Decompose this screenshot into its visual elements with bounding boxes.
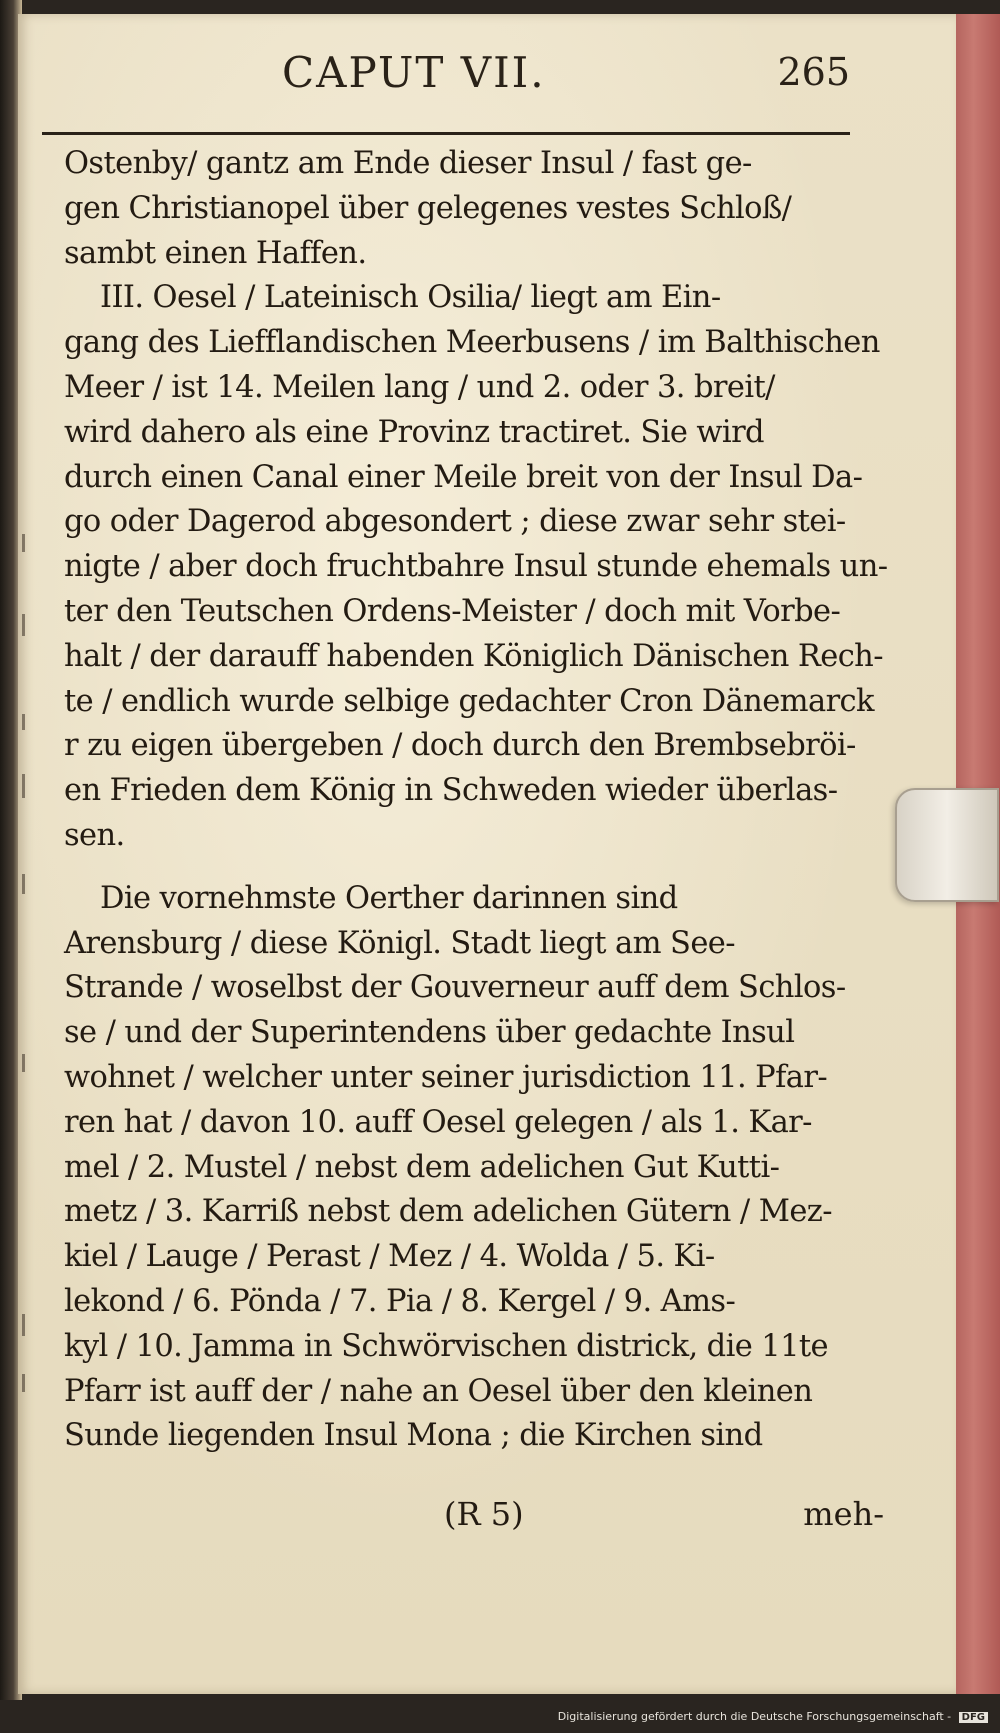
text-line: ter den Teutschen Ordens-Meister / doch mit Vorbe- bbox=[64, 593, 841, 629]
text-line: Strande / woselbst der Gouverneur auff dem Schlos- bbox=[64, 970, 846, 1006]
text-line: go oder Dagerod abgesondert ; diese zwar sehr stei- bbox=[64, 504, 846, 540]
text-line: Arensburg / diese Königl. Stadt liegt am See- bbox=[64, 925, 735, 961]
text-line: durch einen Canal einer Meile breit von der Insul Da- bbox=[64, 459, 863, 495]
dfg-logo: DFG bbox=[959, 1712, 988, 1723]
running-head: CAPUT VII. bbox=[282, 48, 546, 97]
text-line: kiel / Lauge / Perast / Mez / 4. Wolda / 5. Ki- bbox=[64, 1239, 715, 1275]
text-line: Meer / ist 14. Meilen lang / und 2. oder 3. breit/ bbox=[64, 369, 775, 405]
text-line: wird dahero als eine Provinz tractiret. Sie wird bbox=[64, 414, 764, 450]
text-line: kyl / 10. Jamma in Schwörvischen districk, die 11te bbox=[64, 1328, 828, 1364]
text-line: te / endlich wurde selbige gedachter Cron Dänemarck bbox=[64, 683, 874, 719]
credit-text: Digitalisierung gefördert durch die Deutsche Forschungsgemeinschaft - bbox=[557, 1710, 952, 1723]
text-line: wohnet / welcher unter seiner jurisdiction 11. Pfar- bbox=[64, 1059, 828, 1095]
catchword: meh- bbox=[803, 1495, 884, 1533]
page-clip bbox=[895, 788, 999, 902]
text-line: Sunde liegenden Insul Mona ; die Kirchen sind bbox=[64, 1418, 763, 1454]
text-line: sen. bbox=[64, 817, 125, 853]
text-line: metz / 3. Karriß nebst dem adelichen Gütern / Mez- bbox=[64, 1194, 832, 1230]
text-line: halt / der darauff habenden Königlich Dänischen Rech- bbox=[64, 638, 883, 674]
text-line: Die vornehmste Oerther darinnen sind bbox=[100, 880, 678, 916]
page-header bbox=[42, 48, 850, 108]
text-line: mel / 2. Mustel / nebst dem adelichen Gut Kutti- bbox=[64, 1149, 780, 1185]
text-line: r zu eigen übergeben / doch durch den Brembsebröi- bbox=[64, 728, 856, 764]
text-line: se / und der Superintendens über gedachte Insul bbox=[64, 1015, 795, 1051]
text-line: en Frieden dem König in Schweden wieder überlas- bbox=[64, 773, 838, 809]
text-line: sambt einen Haffen. bbox=[64, 235, 367, 271]
text-line: gang des Liefflandischen Meerbusens / im Balthischen bbox=[64, 325, 880, 361]
text-line: ren hat / davon 10. auff Oesel gelegen / als 1. Kar- bbox=[64, 1104, 812, 1140]
facing-page-margin bbox=[18, 14, 38, 1694]
text-line: Pfarr ist auff der / nahe an Oesel über den kleinen bbox=[64, 1373, 813, 1409]
text-line: nigte / aber doch fruchtbahre Insul stunde ehemals un- bbox=[64, 549, 888, 585]
body-text bbox=[64, 142, 888, 1459]
text-line: gen Christianopel über gelegenes vestes Schloß/ bbox=[64, 190, 792, 226]
page-footer bbox=[64, 1495, 884, 1545]
signature-mark: (R 5) bbox=[444, 1495, 524, 1533]
text-line: III. Oesel / Lateinisch Osilia/ liegt am Ein- bbox=[100, 280, 721, 316]
header-rule bbox=[42, 132, 850, 135]
page-number: 265 bbox=[777, 50, 850, 94]
text-line: Ostenby/ gantz am Ende dieser Insul / fast ge- bbox=[64, 146, 752, 181]
funding-credit bbox=[558, 1710, 988, 1723]
text-line: lekond / 6. Pönda / 7. Pia / 8. Kergel / 9. Ams- bbox=[64, 1283, 736, 1319]
